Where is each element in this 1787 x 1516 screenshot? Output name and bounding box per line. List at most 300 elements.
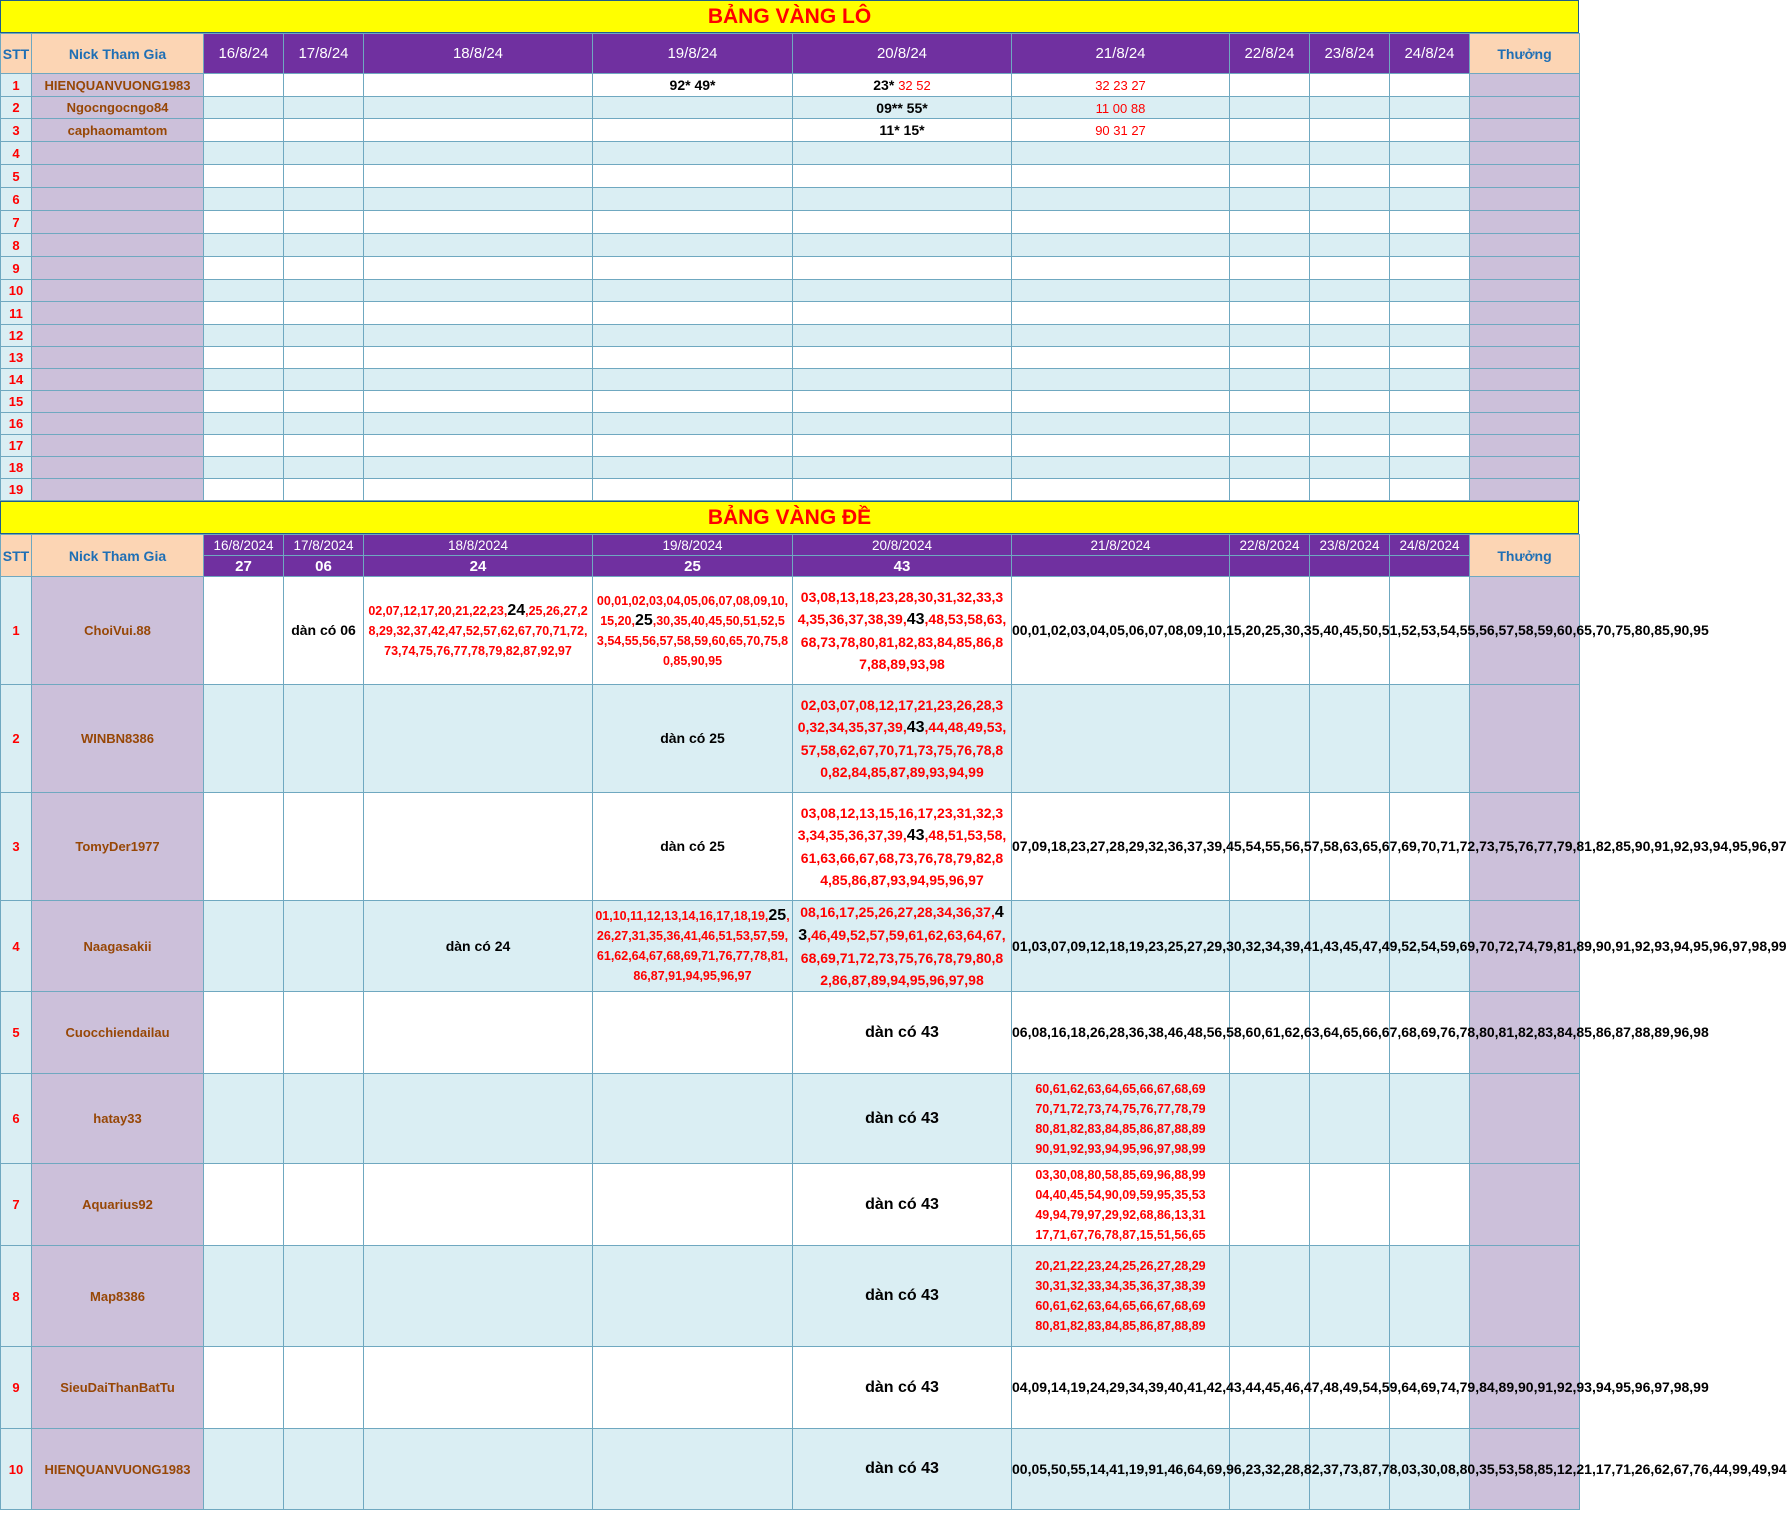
de-stt-cell[interactable]: 9 [1, 1347, 32, 1429]
de-nick-cell[interactable]: hatay33 [32, 1074, 204, 1164]
lo-nick-cell[interactable] [32, 302, 204, 325]
lo-thuong-cell[interactable] [1470, 165, 1580, 188]
lo-date-cell[interactable] [284, 165, 364, 188]
lo-date-cell[interactable] [1310, 302, 1390, 325]
de-date-cell[interactable] [1230, 1074, 1310, 1164]
lo-date-cell[interactable] [1012, 391, 1230, 413]
lo-date-cell[interactable] [364, 188, 593, 211]
lo-thuong-cell[interactable] [1470, 142, 1580, 165]
de-thuong-cell[interactable] [1470, 1246, 1580, 1347]
lo-nick-cell[interactable] [32, 188, 204, 211]
lo-date-cell[interactable] [593, 142, 793, 165]
lo-date-cell[interactable] [204, 302, 284, 325]
de-date-cell[interactable] [364, 992, 593, 1074]
de-date-cell[interactable] [1012, 1429, 1787, 1510]
lo-date-cell[interactable] [284, 119, 364, 142]
lo-date-cell[interactable] [1012, 188, 1230, 211]
lo-nick-cell[interactable]: HIENQUANVUONG1983 [32, 74, 204, 97]
lo-date-cell[interactable] [1390, 280, 1470, 302]
de-date-cell[interactable] [204, 901, 284, 992]
lo-date-cell[interactable] [1012, 142, 1230, 165]
lo-date-cell[interactable] [1390, 211, 1470, 234]
de-date-cell[interactable] [364, 1347, 593, 1429]
lo-date-cell[interactable] [204, 413, 284, 435]
lo-date-cell[interactable] [793, 479, 1012, 501]
lo-date-cell[interactable] [1230, 347, 1310, 369]
lo-date-cell[interactable] [204, 369, 284, 391]
de-nick-cell[interactable]: Cuocchiendailau [32, 992, 204, 1074]
lo-thuong-cell[interactable] [1470, 435, 1580, 457]
de-date-cell[interactable] [1310, 1074, 1390, 1164]
lo-date-cell[interactable] [364, 165, 593, 188]
lo-date-cell[interactable] [284, 97, 364, 119]
lo-stt-cell[interactable]: 1 [1, 74, 32, 97]
lo-date-cell[interactable] [1230, 369, 1310, 391]
lo-date-cell[interactable] [364, 142, 593, 165]
lo-nick-cell[interactable] [32, 369, 204, 391]
lo-stt-cell[interactable]: 11 [1, 302, 32, 325]
de-nick-cell[interactable]: ChoiVui.88 [32, 577, 204, 685]
lo-thuong-cell[interactable] [1470, 302, 1580, 325]
lo-date-cell[interactable] [1390, 97, 1470, 119]
lo-date-cell[interactable] [1390, 413, 1470, 435]
lo-date-cell[interactable] [1230, 74, 1310, 97]
lo-date-cell[interactable] [1012, 165, 1230, 188]
de-nick-cell[interactable]: SieuDaiThanBatTu [32, 1347, 204, 1429]
lo-date-cell[interactable] [204, 142, 284, 165]
lo-date-cell[interactable] [793, 347, 1012, 369]
lo-thuong-cell[interactable] [1470, 280, 1580, 302]
lo-date-cell[interactable] [593, 188, 793, 211]
lo-date-cell[interactable] [793, 165, 1012, 188]
de-date-cell[interactable] [284, 685, 364, 793]
lo-date-cell[interactable] [1230, 119, 1310, 142]
de-date-cell[interactable] [1012, 793, 1787, 901]
lo-date-cell[interactable] [593, 234, 793, 257]
lo-date-cell[interactable] [284, 211, 364, 234]
lo-date-cell[interactable] [364, 347, 593, 369]
lo-date-cell[interactable] [364, 391, 593, 413]
lo-thuong-cell[interactable] [1470, 413, 1580, 435]
lo-date-cell[interactable] [593, 457, 793, 479]
de-thuong-cell[interactable] [1470, 685, 1580, 793]
de-date-cell[interactable] [593, 793, 793, 901]
de-thuong-cell[interactable] [1470, 1074, 1580, 1164]
lo-date-cell[interactable] [1310, 457, 1390, 479]
lo-date-cell[interactable] [1012, 479, 1230, 501]
lo-date-cell[interactable] [793, 211, 1012, 234]
lo-stt-cell[interactable]: 10 [1, 280, 32, 302]
lo-date-cell[interactable] [1390, 435, 1470, 457]
lo-date-cell[interactable] [793, 325, 1012, 347]
lo-date-cell[interactable] [1012, 280, 1230, 302]
lo-thuong-cell[interactable] [1470, 257, 1580, 280]
de-date-cell[interactable] [284, 992, 364, 1074]
lo-date-cell[interactable] [1230, 234, 1310, 257]
lo-date-cell[interactable] [1310, 234, 1390, 257]
lo-date-cell[interactable] [204, 97, 284, 119]
lo-nick-cell[interactable] [32, 391, 204, 413]
lo-date-cell[interactable] [1390, 479, 1470, 501]
lo-date-cell[interactable] [793, 142, 1012, 165]
lo-date-cell[interactable] [793, 188, 1012, 211]
de-date-cell[interactable] [204, 1074, 284, 1164]
de-date-cell[interactable] [793, 1347, 1012, 1429]
de-thuong-cell[interactable] [1470, 1164, 1580, 1246]
de-nick-cell[interactable]: Aquarius92 [32, 1164, 204, 1246]
lo-stt-cell[interactable]: 4 [1, 142, 32, 165]
lo-date-cell[interactable] [364, 479, 593, 501]
lo-stt-cell[interactable]: 13 [1, 347, 32, 369]
lo-thuong-cell[interactable] [1470, 457, 1580, 479]
de-date-cell[interactable] [284, 1164, 364, 1246]
lo-date-cell[interactable] [204, 325, 284, 347]
lo-date-cell[interactable] [1310, 188, 1390, 211]
lo-date-cell[interactable] [1310, 280, 1390, 302]
lo-stt-cell[interactable]: 17 [1, 435, 32, 457]
lo-date-cell[interactable] [364, 234, 593, 257]
de-date-cell[interactable] [1390, 685, 1470, 793]
lo-date-cell[interactable] [793, 369, 1012, 391]
lo-stt-cell[interactable]: 2 [1, 97, 32, 119]
lo-date-cell[interactable] [284, 280, 364, 302]
lo-date-cell[interactable] [364, 435, 593, 457]
lo-date-cell[interactable] [593, 165, 793, 188]
lo-date-cell[interactable] [1230, 97, 1310, 119]
lo-nick-cell[interactable] [32, 142, 204, 165]
lo-date-cell[interactable] [284, 347, 364, 369]
lo-stt-cell[interactable]: 8 [1, 234, 32, 257]
lo-nick-cell[interactable] [32, 413, 204, 435]
lo-date-cell[interactable] [1310, 142, 1390, 165]
lo-date-cell[interactable] [364, 280, 593, 302]
lo-date-cell[interactable] [1012, 74, 1230, 97]
de-date-cell[interactable] [793, 992, 1012, 1074]
de-date-cell[interactable] [793, 577, 1012, 685]
lo-date-cell[interactable] [1012, 257, 1230, 280]
de-nick-cell[interactable]: HIENQUANVUONG1983 [32, 1429, 204, 1510]
lo-date-cell[interactable] [593, 280, 793, 302]
lo-date-cell[interactable] [1390, 391, 1470, 413]
lo-date-cell[interactable] [1012, 119, 1230, 142]
lo-date-cell[interactable] [1230, 280, 1310, 302]
de-stt-cell[interactable]: 6 [1, 1074, 32, 1164]
lo-date-cell[interactable] [284, 435, 364, 457]
lo-stt-cell[interactable]: 16 [1, 413, 32, 435]
lo-date-cell[interactable] [1230, 142, 1310, 165]
lo-stt-cell[interactable]: 14 [1, 369, 32, 391]
lo-stt-cell[interactable]: 12 [1, 325, 32, 347]
de-date-cell[interactable] [593, 685, 793, 793]
lo-date-cell[interactable] [364, 413, 593, 435]
de-date-cell[interactable] [1390, 1164, 1470, 1246]
lo-date-cell[interactable] [204, 457, 284, 479]
lo-thuong-cell[interactable] [1470, 479, 1580, 501]
lo-date-cell[interactable] [204, 119, 284, 142]
lo-date-cell[interactable] [793, 280, 1012, 302]
de-date-cell[interactable] [593, 901, 793, 992]
de-date-cell[interactable] [204, 1246, 284, 1347]
de-date-cell[interactable] [284, 901, 364, 992]
lo-date-cell[interactable] [1390, 74, 1470, 97]
lo-date-cell[interactable] [1310, 435, 1390, 457]
lo-date-cell[interactable] [1310, 347, 1390, 369]
de-date-cell[interactable] [364, 1246, 593, 1347]
lo-date-cell[interactable] [593, 257, 793, 280]
de-date-cell[interactable] [793, 1429, 1012, 1510]
de-date-cell[interactable] [793, 1074, 1012, 1164]
lo-date-cell[interactable] [284, 391, 364, 413]
de-date-cell[interactable] [1012, 685, 1230, 793]
lo-date-cell[interactable] [593, 302, 793, 325]
de-date-cell[interactable] [204, 1429, 284, 1510]
lo-date-cell[interactable] [204, 211, 284, 234]
lo-date-cell[interactable] [284, 369, 364, 391]
lo-stt-cell[interactable]: 6 [1, 188, 32, 211]
de-date-cell[interactable] [364, 901, 593, 992]
lo-date-cell[interactable] [364, 369, 593, 391]
de-stt-cell[interactable]: 2 [1, 685, 32, 793]
lo-thuong-cell[interactable] [1470, 369, 1580, 391]
de-date-cell[interactable] [364, 793, 593, 901]
lo-thuong-cell[interactable] [1470, 119, 1580, 142]
lo-date-cell[interactable] [364, 302, 593, 325]
lo-date-cell[interactable] [284, 302, 364, 325]
de-date-cell[interactable] [284, 1429, 364, 1510]
lo-date-cell[interactable] [1390, 457, 1470, 479]
lo-date-cell[interactable] [1310, 325, 1390, 347]
lo-thuong-cell[interactable] [1470, 211, 1580, 234]
de-date-cell[interactable] [1012, 577, 1709, 685]
lo-stt-cell[interactable]: 3 [1, 119, 32, 142]
lo-date-cell[interactable] [1390, 119, 1470, 142]
de-date-cell[interactable] [793, 793, 1012, 901]
de-date-cell[interactable] [593, 1246, 793, 1347]
lo-date-cell[interactable] [1310, 413, 1390, 435]
de-date-cell[interactable] [1390, 1074, 1470, 1164]
lo-nick-cell[interactable] [32, 347, 204, 369]
lo-date-cell[interactable] [1390, 142, 1470, 165]
lo-date-cell[interactable] [1012, 457, 1230, 479]
de-date-cell[interactable] [593, 577, 793, 685]
lo-date-cell[interactable] [284, 479, 364, 501]
lo-date-cell[interactable] [1012, 413, 1230, 435]
de-date-cell[interactable] [284, 1246, 364, 1347]
de-date-cell[interactable] [1012, 992, 1709, 1074]
de-nick-cell[interactable]: Map8386 [32, 1246, 204, 1347]
de-stt-cell[interactable]: 10 [1, 1429, 32, 1510]
lo-date-cell[interactable] [593, 435, 793, 457]
lo-date-cell[interactable] [1310, 479, 1390, 501]
lo-date-cell[interactable] [1230, 479, 1310, 501]
lo-date-cell[interactable] [284, 188, 364, 211]
lo-date-cell[interactable] [1230, 391, 1310, 413]
lo-date-cell[interactable] [593, 325, 793, 347]
lo-date-cell[interactable] [1310, 97, 1390, 119]
de-date-cell[interactable] [364, 1164, 593, 1246]
lo-date-cell[interactable] [1230, 413, 1310, 435]
lo-date-cell[interactable] [1390, 165, 1470, 188]
lo-date-cell[interactable] [793, 257, 1012, 280]
de-date-cell[interactable] [204, 1164, 284, 1246]
lo-nick-cell[interactable] [32, 211, 204, 234]
de-date-cell[interactable] [364, 577, 593, 685]
de-date-cell[interactable] [793, 1164, 1012, 1246]
de-date-cell[interactable] [1390, 1246, 1470, 1347]
lo-date-cell[interactable] [1012, 435, 1230, 457]
de-date-cell[interactable] [593, 1074, 793, 1164]
lo-nick-cell[interactable] [32, 457, 204, 479]
de-date-cell[interactable] [364, 1429, 593, 1510]
de-date-cell[interactable] [204, 992, 284, 1074]
lo-date-cell[interactable] [1390, 257, 1470, 280]
lo-thuong-cell[interactable] [1470, 325, 1580, 347]
lo-date-cell[interactable] [593, 97, 793, 119]
lo-date-cell[interactable] [1012, 325, 1230, 347]
lo-nick-cell[interactable] [32, 280, 204, 302]
lo-date-cell[interactable] [1012, 97, 1230, 119]
lo-date-cell[interactable] [284, 413, 364, 435]
lo-stt-cell[interactable]: 7 [1, 211, 32, 234]
lo-date-cell[interactable] [204, 479, 284, 501]
lo-date-cell[interactable] [593, 119, 793, 142]
lo-nick-cell[interactable] [32, 234, 204, 257]
de-stt-cell[interactable]: 3 [1, 793, 32, 901]
lo-date-cell[interactable] [1390, 369, 1470, 391]
de-date-cell[interactable] [793, 685, 1012, 793]
lo-date-cell[interactable] [1310, 391, 1390, 413]
lo-thuong-cell[interactable] [1470, 347, 1580, 369]
lo-date-cell[interactable] [1230, 457, 1310, 479]
lo-date-cell[interactable] [204, 391, 284, 413]
lo-date-cell[interactable] [1310, 165, 1390, 188]
de-date-cell[interactable] [284, 1347, 364, 1429]
lo-date-cell[interactable] [284, 257, 364, 280]
de-date-cell[interactable] [1012, 901, 1787, 992]
lo-date-cell[interactable] [793, 413, 1012, 435]
de-stt-cell[interactable]: 5 [1, 992, 32, 1074]
lo-date-cell[interactable] [204, 435, 284, 457]
lo-date-cell[interactable] [204, 74, 284, 97]
lo-date-cell[interactable] [793, 391, 1012, 413]
de-date-cell[interactable] [793, 901, 1012, 992]
lo-date-cell[interactable] [593, 74, 793, 97]
lo-thuong-cell[interactable] [1470, 97, 1580, 119]
lo-date-cell[interactable] [1012, 347, 1230, 369]
lo-date-cell[interactable] [1230, 302, 1310, 325]
lo-date-cell[interactable] [1230, 165, 1310, 188]
lo-thuong-cell[interactable] [1470, 188, 1580, 211]
lo-stt-cell[interactable]: 5 [1, 165, 32, 188]
lo-date-cell[interactable] [1230, 325, 1310, 347]
lo-date-cell[interactable] [1230, 435, 1310, 457]
de-date-cell[interactable] [204, 1347, 284, 1429]
lo-date-cell[interactable] [1310, 74, 1390, 97]
lo-date-cell[interactable] [793, 119, 1012, 142]
de-date-cell[interactable] [364, 685, 593, 793]
lo-stt-cell[interactable]: 19 [1, 479, 32, 501]
de-stt-cell[interactable]: 7 [1, 1164, 32, 1246]
lo-date-cell[interactable] [593, 211, 793, 234]
lo-date-cell[interactable] [284, 74, 364, 97]
de-nick-cell[interactable]: TomyDer1977 [32, 793, 204, 901]
lo-date-cell[interactable] [284, 234, 364, 257]
lo-nick-cell[interactable] [32, 165, 204, 188]
lo-date-cell[interactable] [1012, 369, 1230, 391]
de-date-cell[interactable] [284, 793, 364, 901]
de-date-cell[interactable] [1012, 1074, 1230, 1164]
de-date-cell[interactable] [1230, 1246, 1310, 1347]
lo-date-cell[interactable] [364, 257, 593, 280]
lo-nick-cell[interactable] [32, 479, 204, 501]
de-date-cell[interactable] [204, 685, 284, 793]
lo-nick-cell[interactable] [32, 257, 204, 280]
lo-date-cell[interactable] [204, 165, 284, 188]
lo-date-cell[interactable] [364, 325, 593, 347]
lo-date-cell[interactable] [364, 211, 593, 234]
de-nick-cell[interactable]: Naagasakii [32, 901, 204, 992]
lo-date-cell[interactable] [1310, 257, 1390, 280]
lo-date-cell[interactable] [593, 347, 793, 369]
de-date-cell[interactable] [204, 793, 284, 901]
lo-date-cell[interactable] [1230, 188, 1310, 211]
de-date-cell[interactable] [1012, 1246, 1230, 1347]
lo-date-cell[interactable] [204, 347, 284, 369]
lo-stt-cell[interactable]: 9 [1, 257, 32, 280]
lo-date-cell[interactable] [1390, 234, 1470, 257]
lo-date-cell[interactable] [1390, 325, 1470, 347]
lo-date-cell[interactable] [593, 369, 793, 391]
lo-date-cell[interactable] [793, 74, 1012, 97]
de-stt-cell[interactable]: 4 [1, 901, 32, 992]
lo-date-cell[interactable] [364, 457, 593, 479]
lo-date-cell[interactable] [793, 457, 1012, 479]
de-date-cell[interactable] [364, 1074, 593, 1164]
lo-date-cell[interactable] [204, 257, 284, 280]
de-stt-cell[interactable]: 8 [1, 1246, 32, 1347]
de-date-cell[interactable] [284, 577, 364, 685]
lo-date-cell[interactable] [593, 479, 793, 501]
lo-date-cell[interactable] [284, 142, 364, 165]
lo-thuong-cell[interactable] [1470, 391, 1580, 413]
de-date-cell[interactable] [1310, 1246, 1390, 1347]
de-date-cell[interactable] [1012, 1164, 1230, 1246]
de-date-cell[interactable] [1230, 685, 1310, 793]
lo-date-cell[interactable] [1390, 347, 1470, 369]
lo-date-cell[interactable] [1012, 234, 1230, 257]
lo-date-cell[interactable] [1390, 302, 1470, 325]
de-date-cell[interactable] [1230, 1164, 1310, 1246]
lo-date-cell[interactable] [1012, 302, 1230, 325]
lo-thuong-cell[interactable] [1470, 234, 1580, 257]
de-date-cell[interactable] [1012, 1347, 1709, 1429]
lo-date-cell[interactable] [793, 302, 1012, 325]
lo-date-cell[interactable] [793, 435, 1012, 457]
lo-date-cell[interactable] [1012, 211, 1230, 234]
lo-date-cell[interactable] [204, 234, 284, 257]
de-date-cell[interactable] [1310, 1164, 1390, 1246]
lo-nick-cell[interactable]: Ngocngocngo84 [32, 97, 204, 119]
de-date-cell[interactable] [1310, 685, 1390, 793]
lo-stt-cell[interactable]: 18 [1, 457, 32, 479]
de-date-cell[interactable] [204, 577, 284, 685]
lo-date-cell[interactable] [204, 188, 284, 211]
lo-nick-cell[interactable] [32, 325, 204, 347]
de-date-cell[interactable] [284, 1074, 364, 1164]
de-date-cell[interactable] [593, 1347, 793, 1429]
lo-date-cell[interactable] [1390, 188, 1470, 211]
lo-date-cell[interactable] [1310, 119, 1390, 142]
